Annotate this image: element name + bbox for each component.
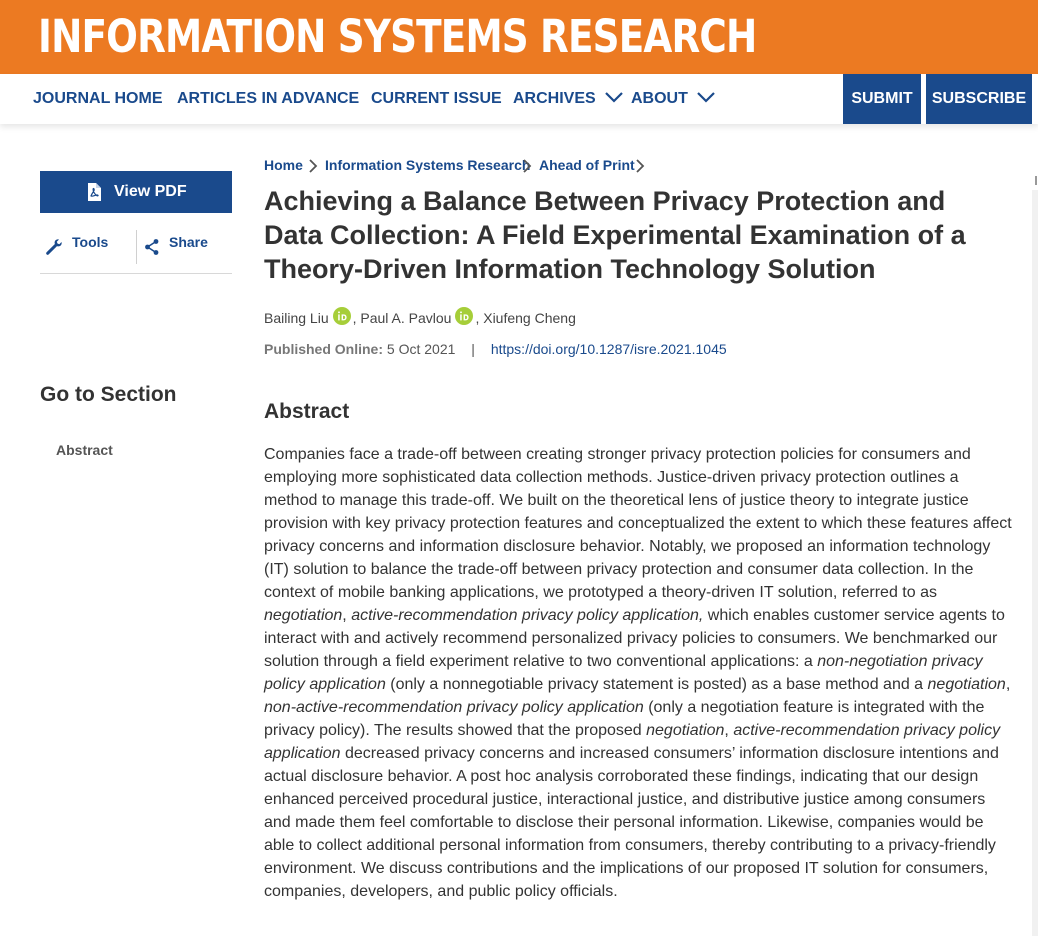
journal-title[interactable]: INFORMATION SYSTEMS RESEARCH bbox=[38, 10, 757, 63]
breadcrumb-journal[interactable]: Information Systems Research bbox=[325, 157, 531, 173]
abstract-heading: Abstract bbox=[264, 400, 350, 423]
chevron-down-icon[interactable] bbox=[604, 90, 624, 104]
wrench-icon bbox=[45, 238, 63, 256]
nav-about[interactable]: ABOUT bbox=[631, 90, 688, 107]
nav-journal-home[interactable]: JOURNAL HOME bbox=[33, 90, 163, 107]
journal-banner bbox=[0, 0, 1038, 74]
doi-link[interactable]: https://doi.org/10.1287/isre.2021.1045 bbox=[490, 341, 727, 357]
publication-info bbox=[264, 341, 727, 357]
share-label: Share bbox=[169, 234, 208, 250]
published-label: Published Online: bbox=[264, 341, 384, 357]
orcid-icon[interactable] bbox=[455, 307, 473, 325]
tools-share-row bbox=[40, 227, 232, 274]
abstract-body: Companies face a trade-off between creating stronger privacy protection policies for consumers and employing more sophisticated data collection methods. Justice-driven privacy protection outlines a method to manage this trade-off. We built on the theoretical lens of justice theory to integrate justice provision with key privacy protection features and conceptualized the extent to which these features affect privacy concerns and information disclosure behavior. Notably, we proposed an information technology (IT) solution to balance the trade-off between privacy protection and consumer data collection. In the context of mobile banking applications, we prototyped a theory-driven IT solution, referred to as negotiation, active-recommendation privacy policy application, which enables customer service agents to interact with and actively recommend personalized privacy policies to consumers. We benchmarked our solution through a field experiment relative to two conventional applications: a non-negotiation privacy policy application (only a nonnegotiable privacy statement is posted) as a base method and a negotiation, non-active-recommendation privacy policy application (only a negotiation feature is integrated with the privacy policy). The results showed that the proposed negotiation, active-recommendation privacy policy application decreased privacy concerns and increased consumers’ information disclosure intentions and actual disclosure behavior. A post hoc analysis corroborated these findings, indicating that our design enhanced perceived procedural justice, interactional justice, and distributive justice among consumers and made them feel comfortable to disclose their personal information. Likewise, companies would be able to collect additional personal information from consumers, thereby contributing to a privacy-friendly environment. We discuss contributions and the implications of our proposed IT solution for consumers, companies, developers, and public policy officials. bbox=[264, 446, 1012, 900]
subscribe-button[interactable]: SUBSCRIBE bbox=[926, 74, 1032, 124]
pub-separator: | bbox=[471, 341, 475, 357]
author-name[interactable]: Paul A. Pavlou bbox=[360, 310, 452, 326]
submit-button[interactable]: SUBMIT bbox=[843, 74, 921, 124]
tools-label: Tools bbox=[72, 234, 109, 250]
published-date: 5 Oct 2021 bbox=[386, 341, 456, 357]
orcid-icon[interactable] bbox=[333, 307, 351, 325]
section-link-abstract[interactable]: Abstract bbox=[56, 442, 113, 458]
chevron-down-icon[interactable] bbox=[696, 90, 716, 104]
scrollbar-track[interactable] bbox=[1032, 190, 1038, 936]
share-icon bbox=[144, 238, 160, 256]
pdf-file-icon bbox=[87, 183, 101, 201]
author-name[interactable]: Bailing Liu bbox=[264, 310, 329, 326]
nav-current-issue[interactable]: CURRENT ISSUE bbox=[371, 90, 502, 107]
author-list: Bailing Liu , Paul A. Pavlou , Xiufeng Cheng bbox=[264, 307, 576, 326]
chevron-right-icon bbox=[522, 159, 532, 173]
nav-articles-in-advance[interactable]: ARTICLES IN ADVANCE bbox=[177, 90, 360, 107]
main-nav bbox=[0, 74, 1038, 124]
go-to-section-heading: Go to Section bbox=[40, 383, 177, 406]
tools-divider bbox=[136, 230, 137, 264]
breadcrumb-ahead-of-print[interactable]: Ahead of Print bbox=[539, 157, 635, 173]
article-title: Achieving a Balance Between Privacy Protection and Data Collection: A Field Experimental Examination of a Theory-Driven Information Technology Solution bbox=[264, 186, 966, 284]
view-pdf-label: View PDF bbox=[114, 183, 187, 200]
author-name[interactable]: Xiufeng Cheng bbox=[483, 310, 576, 326]
chevron-right-icon bbox=[635, 159, 645, 173]
side-panel-edge bbox=[1035, 176, 1037, 185]
nav-archives[interactable]: ARCHIVES bbox=[513, 90, 596, 107]
view-pdf-button[interactable] bbox=[40, 171, 232, 213]
chevron-right-icon bbox=[308, 159, 318, 173]
breadcrumb-home[interactable]: Home bbox=[264, 157, 303, 173]
